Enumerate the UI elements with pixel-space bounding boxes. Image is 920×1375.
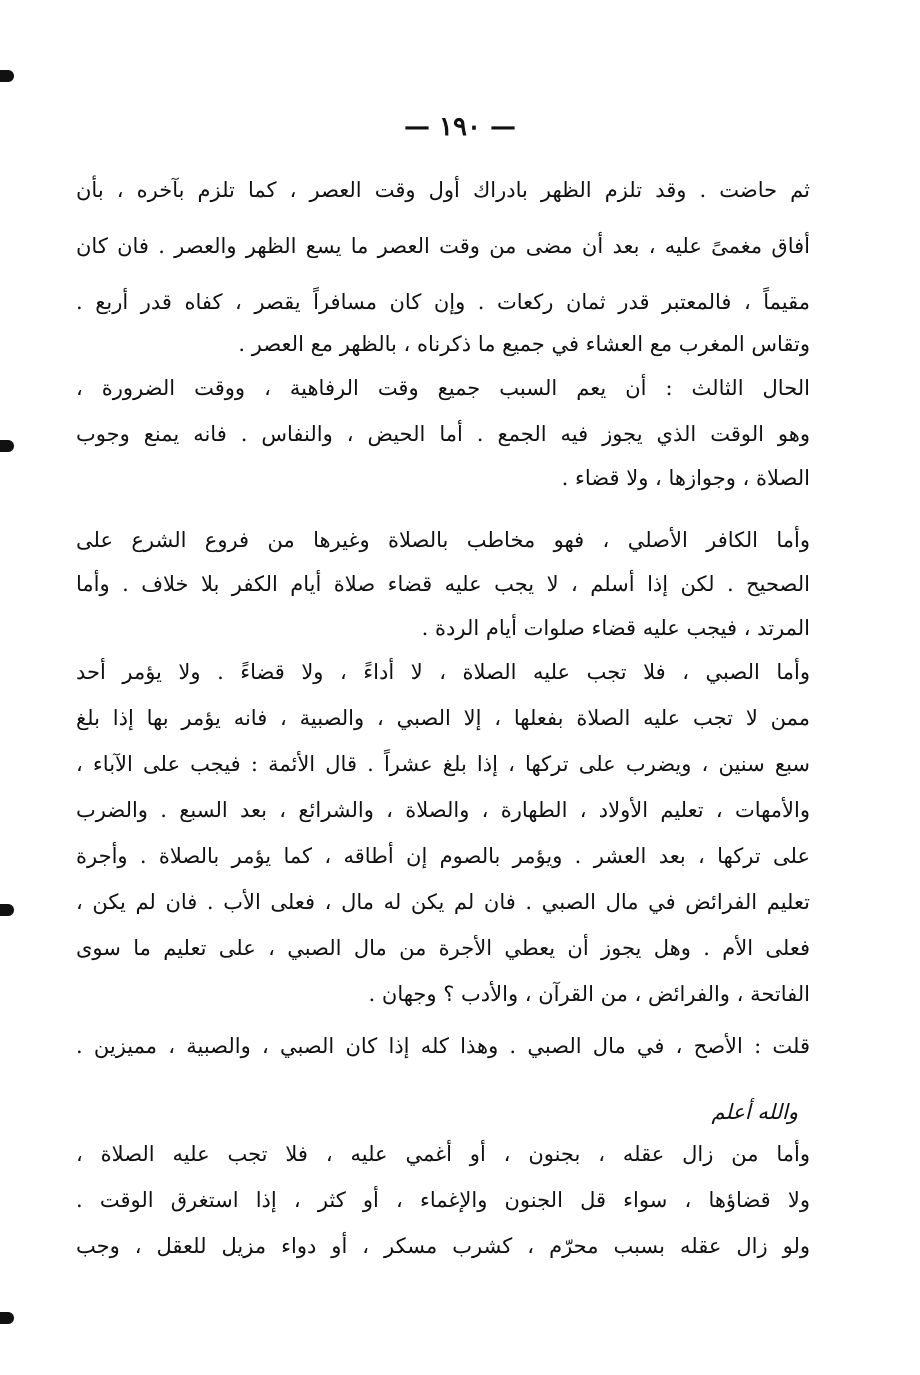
text-line: وأما الكافر الأصلي ، فهو مخاطب بالصلاة وغيرها من فروع الشرع على <box>76 528 810 552</box>
text-line: ثم حاضت . وقد تلزم الظهر بادراك أول وقت العصر ، كما تلزم بآخره ، بأن <box>76 178 810 202</box>
text-line: تعليم الفرائض في مال الصبي . فان لم يكن له مال ، فعلى الأب . فان لم يكن ، <box>76 890 810 914</box>
text-line: ولو زال عقله بسبب محرّم ، كشرب مسكر ، أو دواء مزيل للعقل ، وجب <box>76 1234 810 1258</box>
text-line: ولا قضاؤها ، سواء قل الجنون والإغماء ، أو كثر ، إذا استغرق الوقت . <box>76 1188 810 1212</box>
section-heading-line: الحال الثالث : أن يعم السبب جميع وقت الرفاهية ، ووقت الضرورة ، <box>76 376 810 400</box>
text-line: وهو الوقت الذي يجوز فيه الجمع . أما الحيض ، والنفاس . فانه يمنع وجوب <box>76 422 810 446</box>
text-line: قلت : الأصح ، في مال الصبي . وهذا كله إذا كان الصبي ، والصبية ، مميزين . <box>76 1034 810 1058</box>
text-line: ممن لا تجب عليه الصلاة بفعلها ، إلا الصبي ، والصبية ، فانه يؤمر بها إذا بلغ <box>76 706 810 730</box>
text-line: على تركها ، بعد العشر . ويؤمر بالصوم إن أطاقه ، كما يؤمر بالصلاة . وأجرة <box>76 844 810 868</box>
text-line: الصحيح . لكن إذا أسلم ، لا يجب عليه قضاء صلاة أيام الكفر بلا خلاف . وأما <box>76 572 810 596</box>
page-number: — ١٩٠ — <box>403 112 517 142</box>
binding-mark <box>0 904 14 916</box>
text-line: أفاق مغمىً عليه ، بعد أن مضى من وقت العصر ما يسع الظهر والعصر . فان كان <box>76 234 810 258</box>
text-line: سبع سنين ، ويضرب على تركها ، إذا بلغ عشراً . قال الأئمة : فيجب على الآباء ، <box>76 752 810 776</box>
text-line: المرتد ، فيجب عليه قضاء صلوات أيام الردة . <box>421 616 810 640</box>
text-line: الصلاة ، وجوازها ، ولا قضاء . <box>561 466 810 490</box>
text-line: الفاتحة ، والفرائض ، من القرآن ، والأدب ؟ وجهان . <box>368 982 810 1006</box>
text-line: مقيماً ، فالمعتبر قدر ثمان ركعات . وإن كان مسافراً يقصر ، كفاه قدر أربع . <box>76 290 810 314</box>
text-line: وأما الصبي ، فلا تجب عليه الصلاة ، لا أداءً ، ولا قضاءً . ولا يؤمر أحد <box>76 660 810 684</box>
text-line: والأمهات ، تعليم الأولاد ، الطهارة ، والصلاة ، والشرائع ، بعد السبع . والضرب <box>76 798 810 822</box>
binding-mark <box>0 1312 14 1324</box>
text-line: فعلى الأم . وهل يجوز أن يعطي الأجرة من مال الصبي ، على تعليم ما سوى <box>76 936 810 960</box>
text-line: وأما من زال عقله ، بجنون ، أو أغمي عليه ، فلا تجب عليه الصلاة ، <box>76 1142 810 1166</box>
text-line: وتقاس المغرب مع العشاء في جميع ما ذكرناه ، بالظهر مع العصر . <box>238 332 810 356</box>
binding-mark <box>0 70 14 82</box>
closing-formula: والله أعلم <box>711 1100 798 1124</box>
binding-mark <box>0 440 14 452</box>
